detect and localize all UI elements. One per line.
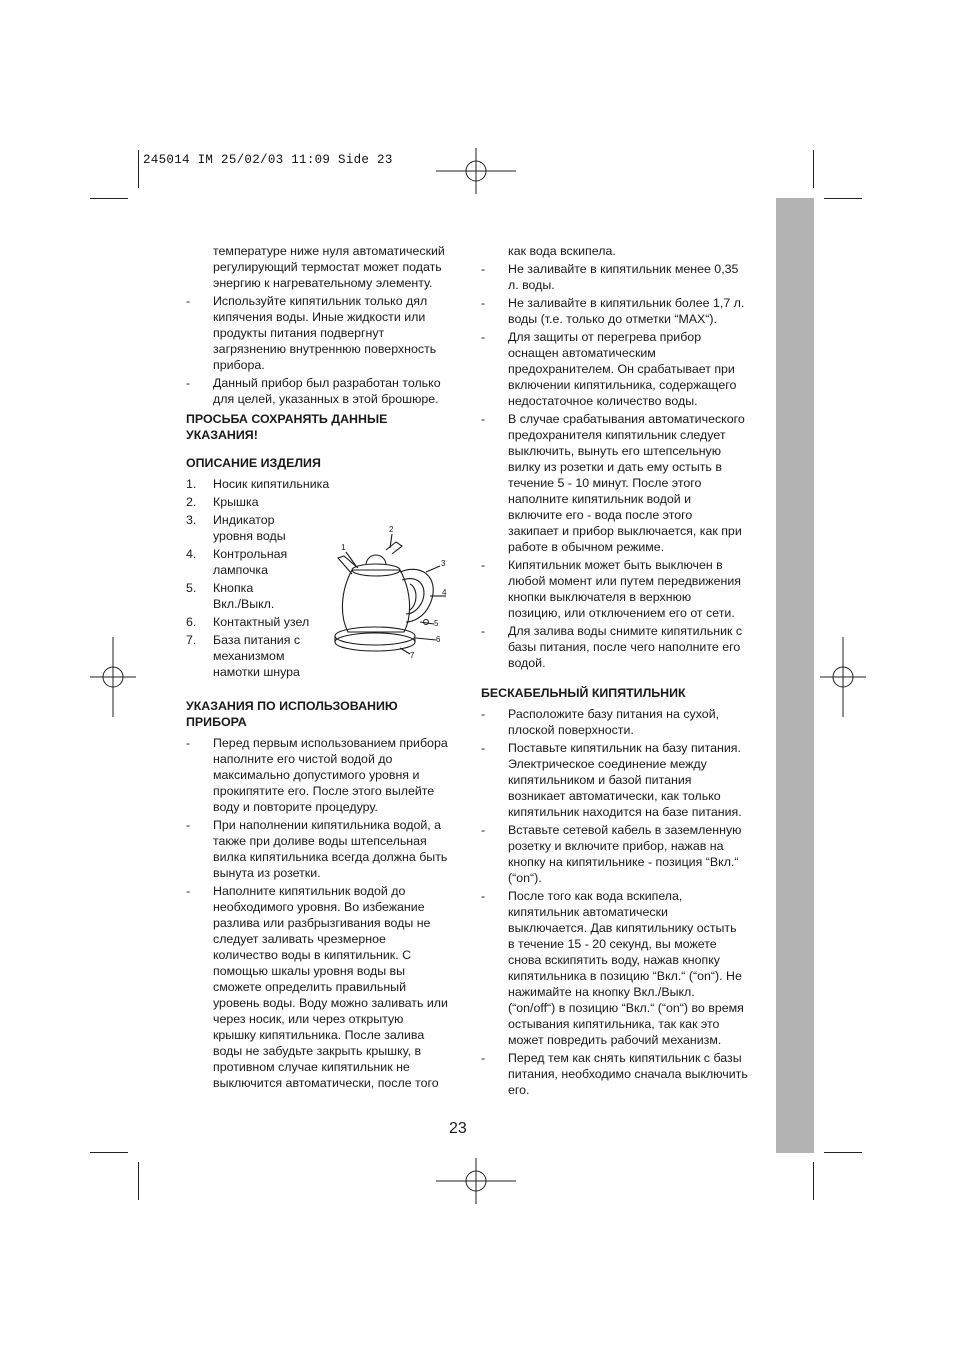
registration-mark-top — [436, 148, 516, 194]
right-column — [481, 243, 761, 1100]
section-heading-usage: УКАЗАНИЯ ПО ИСПОЛЬЗОВАНИЮ ПРИБОРА — [186, 699, 398, 729]
diagram-label: 7 — [410, 651, 415, 660]
list-item: 5. Кнопка Вкл./Выкл. — [186, 581, 275, 611]
list-item: - Для залива воды снимите кипятильник с базы питания, после чего наполните его водой. — [481, 624, 743, 670]
list-item: - Вставьте сетевой кабель в заземленную розетку и включите прибор, нажав на кнопку на кипятильнике - позиция “Вкл.“ (“on“). — [481, 823, 742, 885]
crop-mark — [813, 1162, 814, 1200]
list-item: - Поставьте кипятильник на базу питания. Электрическое соединение между кипятильником и базой питания возникает автоматически, как только кипятильник находится на базе питания. — [481, 741, 742, 819]
list-item: 4. Контрольная лампочка — [186, 547, 288, 577]
registration-mark-bottom — [436, 1158, 516, 1204]
registration-mark-right — [820, 637, 866, 717]
list-item: - При наполнении кипятильника водой, а также при доливе воды штепсельная вилка кипятильника всегда должна быть вынута из розетки. — [186, 818, 448, 880]
list-item: - В случае срабатывания автоматического предохранителя кипятильник следует выключить, вынуть его штепсельную вилку из розетки и дать ему остыть в течение 5 - 10 минут. После этого наполните кипятильник водой и включите его - вода после этого закипает и прибор выключается, как при работе в обычном режиме. — [481, 412, 745, 554]
list-item: - После того как вода вскипела, кипятильник автоматически выключается. Дав кипятильнику остыть в течение 15 - 20 секунд, вы можете снова вскипятить воду, нажав кнопку кипятильника в позицию “Вкл.“ (“on“). Не нажимайте на кнопку Вкл./Выкл. (“on/off“) в позицию “Вкл.“ (“on“) во время остывания кипятильника, так как это может повредить рабочий механизм. — [481, 889, 744, 1047]
list-item: - Перед первым использованием прибора наполните его чистой водой до максимально допустимого уровня и прокипятите его. После этого вылейте воду и повторите процедуру. — [186, 736, 448, 814]
side-tab-bar — [776, 198, 814, 1153]
crop-mark — [90, 1152, 128, 1153]
list-item: - Данный прибор был разработан только для целей, указанных в этой брошюре. — [186, 376, 441, 406]
print-slug: 245014 IM 25/02/03 11:09 Side 23 — [143, 153, 393, 167]
crop-mark — [824, 1152, 862, 1153]
list-item: 1. Носик кипятильника — [186, 477, 330, 491]
left-column — [186, 243, 461, 1093]
list-item: - Наполните кипятильник водой до необходимого уровня. Во избежание разлива или разбрызгивания воды не следует заливать чрезмерное количество воды в кипятильник. С помощью шкалы уровня воды вы сможете определить правильный уровень воды. Воду можно заливать или через носик, или через открытую крышку кипятильника. После залива воды не забудьте закрыть крышку, в противном случае кипятильник не выключится автоматически, после того — [186, 884, 448, 1090]
section-heading-cordless: БЕСКАБЕЛЬНЫЙ КИПЯТИЛЬНИК — [481, 686, 686, 700]
intro-text: температуре ниже нуля автоматический регулирующий термостат может подать энергию к нагревательному элементу. — [213, 244, 445, 290]
crop-mark — [138, 1162, 139, 1200]
registration-mark-left — [90, 637, 136, 717]
diagram-label: 6 — [436, 635, 441, 644]
list-item: - Кипятильник может быть выключен в любой момент или путем передвижения кнопки выключателя в верхнюю позицию, или отключением его от сети. — [481, 558, 741, 620]
kettle-diagram — [330, 522, 448, 662]
list-item: - Используйте кипятильник только дял кипячения воды. Иные жидкости или продукты питания подвергнут загрязнению внутреннюю поверхность прибора. — [186, 294, 437, 372]
diagram-label: 5 — [434, 619, 439, 628]
diagram-label: 1 — [341, 543, 346, 552]
list-item: - Не заливайте в кипятильник более 1,7 л. воды (т.е. только до отметки “MAX“). — [481, 296, 745, 326]
list-item: - Перед тем как снять кипятильник с базы питания, необходимо сначала выключить его. — [481, 1051, 748, 1097]
list-item: 6. Контактный узел — [186, 615, 310, 629]
intro-text: как вода вскипела. — [508, 244, 616, 258]
section-heading-description: ОПИСАНИЕ ИЗДЕЛИЯ — [186, 456, 321, 470]
list-item: - Расположите базу питания на сухой, плоской поверхности. — [481, 707, 720, 737]
list-item: 3. Индикатор уровня воды — [186, 513, 286, 543]
list-item: 2. Крышка — [186, 495, 259, 509]
crop-mark — [824, 198, 862, 199]
list-item: - Не заливайте в кипятильник менее 0,35 л. воды. — [481, 262, 739, 292]
page-number: 23 — [449, 1120, 467, 1137]
list-item: - Для защиты от перегрева прибор оснащен автоматическим предохранителем. Он срабатывает при включении кипятильника, содержащего недостаточное количество воды. — [481, 330, 737, 408]
diagram-label: 2 — [389, 525, 394, 534]
crop-mark — [138, 150, 139, 188]
section-heading-save: ПРОСЬБА СОХРАНЯТЬ ДАННЫЕ УКАЗАНИЯ! — [186, 412, 388, 442]
diagram-label: 3 — [441, 559, 446, 568]
crop-mark — [813, 150, 814, 188]
diagram-label: 4 — [442, 588, 447, 597]
list-item: 7. База питания с механизмом намотки шнура — [186, 633, 301, 679]
crop-mark — [90, 198, 128, 199]
